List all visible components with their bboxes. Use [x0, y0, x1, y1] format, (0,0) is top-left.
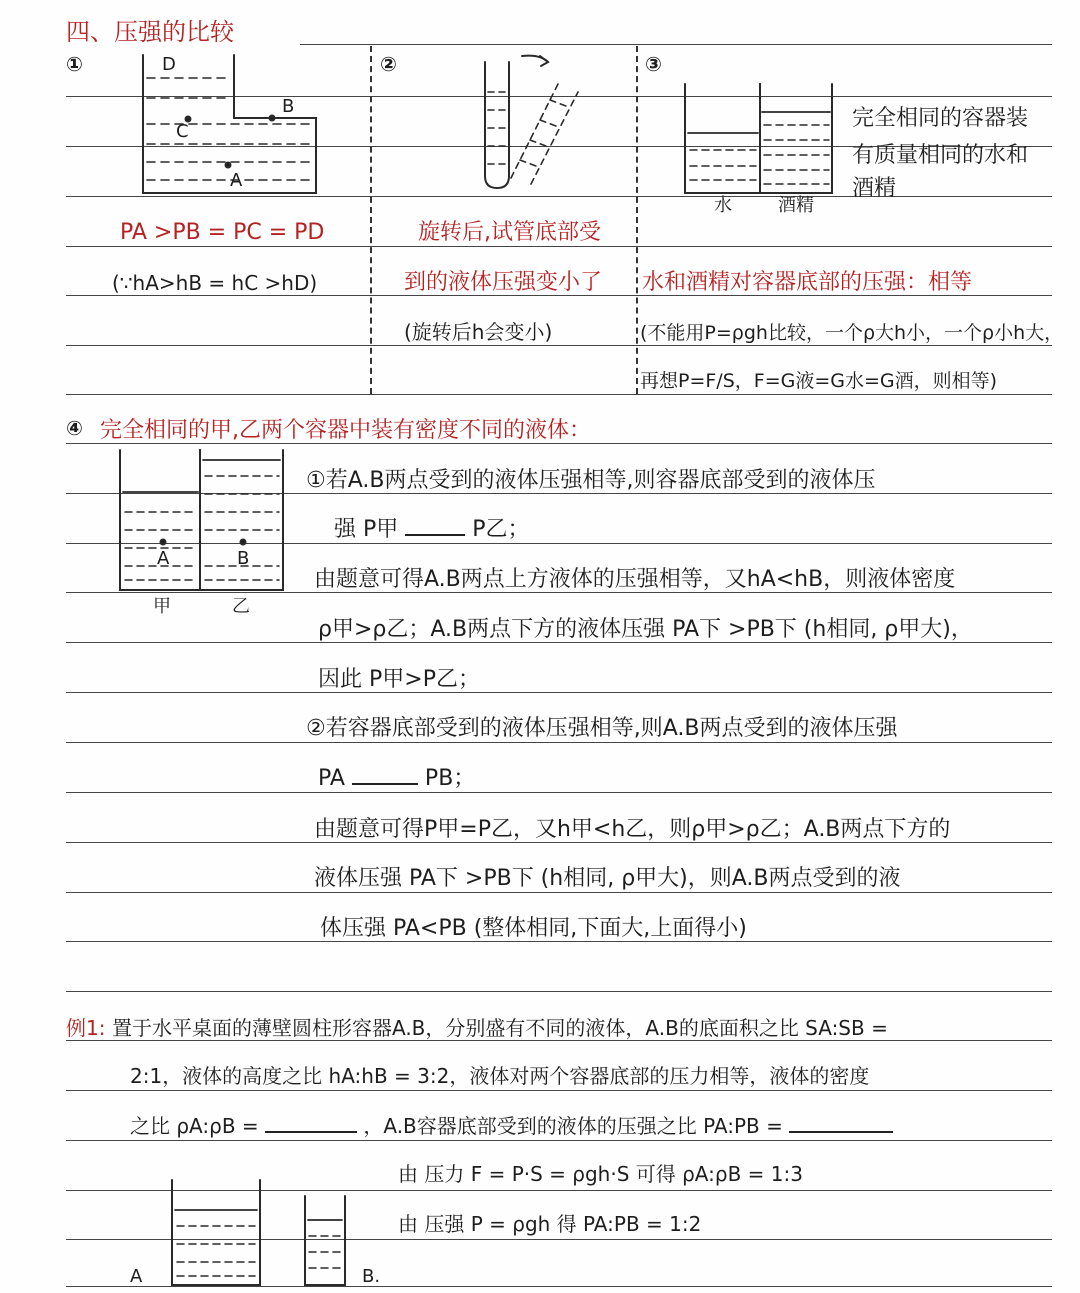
example-line3-pre: 之比 ρA:ρB =: [130, 1114, 259, 1138]
q1-line2-pre: 强 P甲: [334, 517, 399, 542]
label-D: D: [162, 54, 176, 75]
q2-ans2: 液体压强 PA下 >PB下 (h相同, ρ甲大)，则A.B两点受到的液: [314, 866, 901, 891]
example-containers-figure: [172, 1180, 345, 1285]
part3-reason-line2: 再想P=F/S，F=G液=G水=G酒，则相等): [640, 370, 998, 392]
label-water: 水: [714, 195, 732, 216]
part2-result-line1: 旋转后,试管底部受: [418, 220, 601, 245]
example-label-A: A: [130, 1266, 143, 1287]
label-A-jia: A: [157, 548, 170, 569]
q2-ans3: 体压强 PA<PB (整体相同,下面大,上面得小): [320, 916, 747, 941]
q2-line2-pre: PA: [318, 766, 345, 791]
example-label: 例1:: [66, 1016, 106, 1040]
example-line3: [130, 1116, 893, 1136]
example-solution1: 由 压力 F = P·S = ρgh·S 可得 ρA:ρB = 1:3: [398, 1162, 803, 1186]
part1-result: PA >PB = PC = PD: [120, 220, 325, 245]
q1-answer-blank[interactable]: [405, 534, 465, 536]
part1-reason: (∵hA>hB = hC >hD): [112, 271, 318, 295]
q2-answer-blank[interactable]: [352, 783, 418, 785]
pressure-ratio-blank[interactable]: [789, 1131, 893, 1133]
jia-yi-figure: [120, 450, 283, 590]
q1-line1: ①若A.B两点受到的液体压强相等,则容器底部受到的液体压: [306, 468, 876, 493]
example-line2: 2:1，液体的高度之比 hA:hB = 3:2，液体对两个容器底部的压力相等，液体的密度: [130, 1064, 870, 1088]
part3-reason-line1: (不能用P=ρgh比较，一个ρ大h小，一个ρ小h大，: [640, 322, 1064, 344]
example-label-B: B.: [362, 1266, 381, 1287]
part1-marker: ①: [66, 52, 83, 76]
water-alcohol-figure: [685, 84, 832, 193]
part2-marker: ②: [380, 52, 397, 76]
section-title: 四、压强的比较: [66, 18, 234, 46]
density-ratio-blank[interactable]: [265, 1131, 357, 1133]
part3-result: 水和酒精对容器底部的压强：相等: [642, 270, 973, 295]
q2-line2: [318, 768, 475, 790]
part3-marker: ③: [645, 52, 662, 76]
label-B-yi: B: [237, 548, 250, 569]
label-jia: 甲: [153, 596, 171, 617]
part4-title: 完全相同的甲,乙两个容器中装有密度不同的液体：: [100, 418, 591, 443]
q1-ans3: 因此 P甲>P乙；: [318, 667, 480, 692]
part2-reason: (旋转后h会变小): [404, 320, 553, 344]
q2-line2-post: PB；: [424, 766, 476, 791]
q1-line2: [334, 519, 530, 541]
example-solution2: 由 压强 P = ρgh 得 PA:PB = 1:2: [398, 1212, 702, 1236]
q2-ans1: 由题意可得P甲=P乙，又h甲<h乙，则ρ甲>ρ乙；A.B两点下方的: [314, 817, 951, 842]
q1-ans1: 由题意可得A.B两点上方液体的压强相等，又hA<hB，则液体密度: [314, 567, 956, 592]
q1-line2-post: P乙；: [472, 517, 530, 542]
test-tube-figure: [485, 56, 578, 188]
part3-note-line3: 酒精: [852, 176, 897, 201]
label-A: A: [230, 170, 243, 191]
example-line1: 置于水平桌面的薄壁圆柱形容器A.B，分别盛有不同的液体，A.B的底面积之比 SA:SB =: [112, 1016, 888, 1040]
example-line3-mid: ，A.B容器底部受到的液体的压强之比 PA:PB =: [363, 1114, 783, 1138]
label-B: B: [282, 96, 295, 117]
part3-note-line2: 有质量相同的水和: [852, 143, 1029, 168]
part2-result-line2: 到的液体压强变小了: [404, 270, 603, 295]
label-alcohol: 酒精: [778, 195, 814, 216]
label-yi: 乙: [232, 596, 250, 617]
part3-note-line1: 完全相同的容器装: [852, 106, 1029, 131]
q2-line1: ②若容器底部受到的液体压强相等,则A.B两点受到的液体压强: [306, 716, 898, 741]
label-C: C: [176, 121, 189, 142]
part4-marker: ④: [66, 416, 83, 440]
q1-ans2: ρ甲>ρ乙；A.B两点下方的液体压强 PA下 >PB下 (h相同, ρ甲大)，: [318, 617, 973, 642]
